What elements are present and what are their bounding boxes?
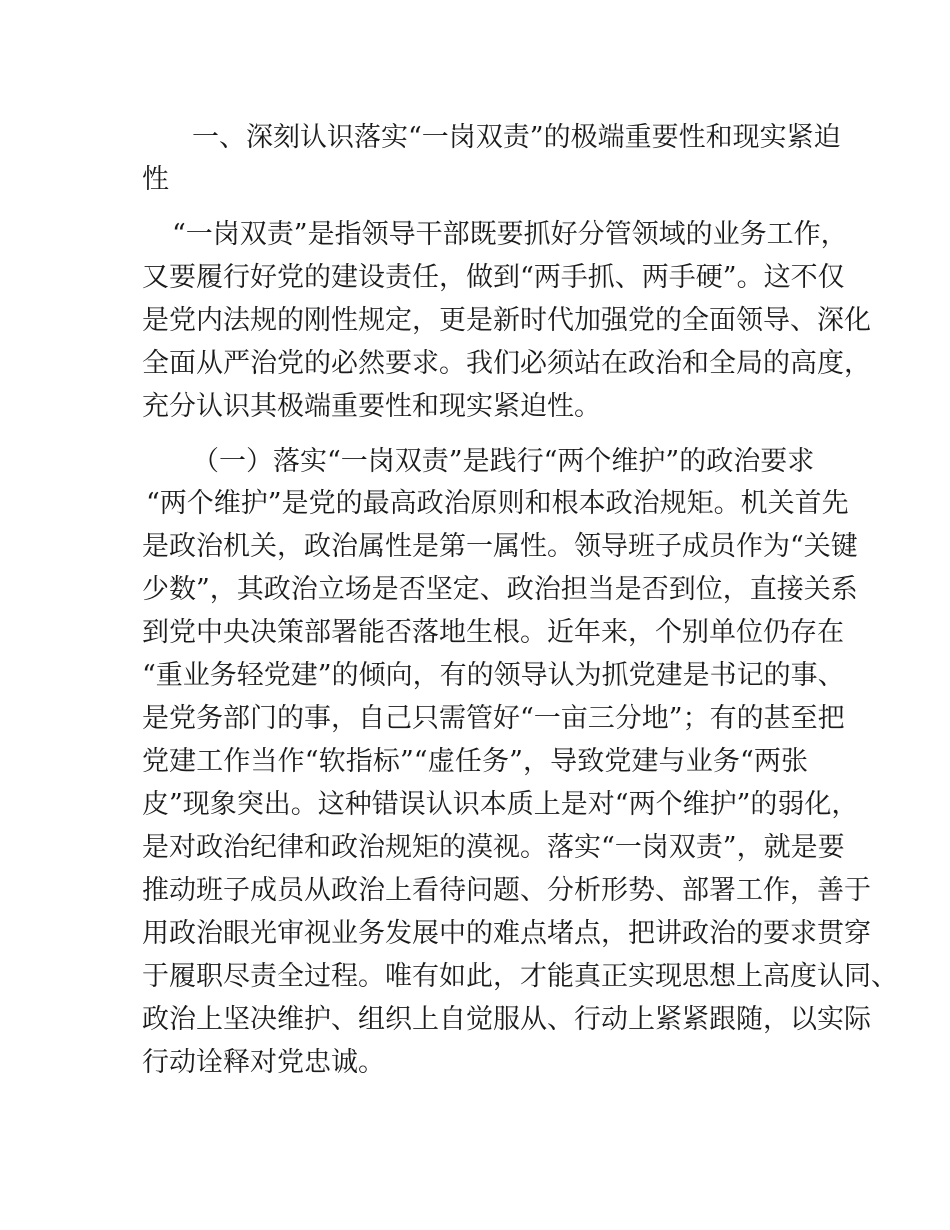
paragraph-line: “重业务轻党建”的倾向，有的领导认为抓党建是书记的事、 [142,660,845,691]
paragraph-line: 是对政治纪律和政治规矩的漠视。落实“一岗双责”，就是要 [142,832,845,863]
paragraph-line: 政治上坚决维护、组织上自觉服从、行动上紧紧跟随，以实际 [142,1004,871,1035]
paragraph-line: 少数”，其政治立场是否坚定、政治担当是否到位，直接关系 [142,574,858,605]
paragraph-line: 全面从严治党的必然要求。我们必须站在政治和全局的高度， [142,348,871,379]
paragraph-line: 行动诠释对党忠诚。 [142,1047,385,1078]
paragraph-line: 推动班子成员从政治上看待问题、分析形势、部署工作，善于 [142,875,871,906]
paragraph-line: 又要履行好党的建设责任，做到“两手抓、两手硬”。这不仅 [142,262,845,293]
paragraph-line: “一岗双责”是指领导干部既要抓好分管领域的业务工作， [172,219,848,250]
paragraph-line: 是政治机关，政治属性是第一属性。领导班子成员作为“关键 [142,531,858,562]
paragraph-line: 是党内法规的刚性规定，更是新时代加强党的全面领导、深化 [142,305,871,336]
paragraph-line: 于履职尽责全过程。唯有如此，才能真正实现思想上高度认同、 [142,961,898,992]
paragraph-line: “两个维护”是党的最高政治原则和根本政治规矩。机关首先 [146,488,849,519]
subheading-line: （一）落实“一岗双责”是践行“两个维护”的政治要求 [192,446,815,477]
paragraph-line: 是党务部门的事，自己只需管好“一亩三分地”；有的甚至把 [142,703,845,734]
paragraph-line: 党建工作当作“软指标”“虚任务”，导致党建与业务“两张 [142,746,808,777]
paragraph-line: 用政治眼光审视业务发展中的难点堵点，把讲政治的要求贯穿 [142,918,871,949]
paragraph-line: 到党中央决策部署能否落地生根。近年来，个别单位仍存在 [142,617,844,648]
heading-line: 性 [142,164,169,195]
paragraph-line: 充分认识其极端重要性和现实紧迫性。 [142,391,601,422]
heading-line: 一、深刻认识落实“一岗双责”的极端重要性和现实紧迫 [192,122,841,153]
paragraph-line: 皮”现象突出。这种错误认识本质上是对“两个维护”的弱化， [142,789,859,820]
